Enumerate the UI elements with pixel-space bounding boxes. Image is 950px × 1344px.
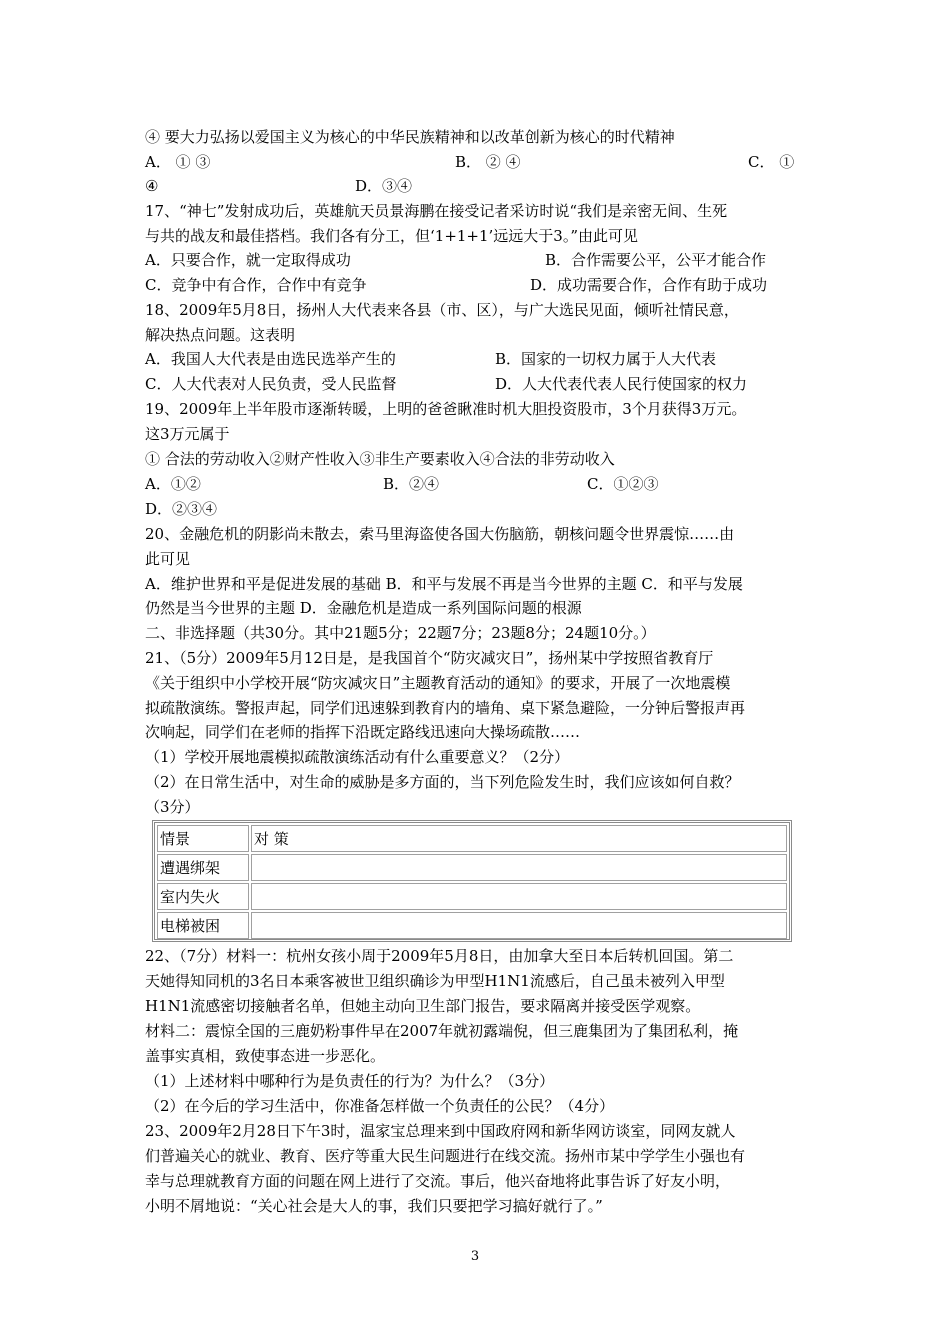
q19-option-b: B．②④ [383, 475, 440, 493]
q17-option-b: B．合作需要公平，公平才能合作 [545, 251, 767, 269]
table-cell-scenario: 室内失火 [157, 883, 249, 910]
q22-material-2-1: 材料二：震惊全国的三鹿奶粉事件早在2007年就初露端倪，但三鹿集团为了集团私利，掩 [145, 1022, 739, 1040]
q22-stem-3: H1N1流感密切接触者名单，但她主动向卫生部门报告，要求隔离并接受医学观察。 [145, 997, 701, 1015]
q21-sub-2-points: （3分） [145, 798, 200, 816]
q22-sub-1: （1）上述材料中哪种行为是负责任的行为？为什么？（3分） [145, 1072, 555, 1090]
q16-option-c-cont: ④ [145, 177, 159, 195]
q22-sub-2: （2）在今后的学习生活中，你准备怎样做一个负责任的公民？（4分） [145, 1097, 615, 1115]
q16-option-b: B． ② ④ [455, 153, 521, 171]
q17-stem-1: 17、“神七”发射成功后，英雄航天员景海鹏在接受记者采访时说“我们是亲密无间、生死 [145, 202, 728, 220]
q17-option-a: A．只要合作，就一定取得成功 [145, 251, 351, 269]
table-row [157, 883, 787, 910]
q23-stem-2: 们普遍关心的就业、教育、医疗等重大民生问题进行在线交流。扬州市某中学学生小强也有 [145, 1147, 746, 1165]
q18-stem-1: 18、2009年5月8日，扬州人大代表来各县（市、区），与广大选民见面，倾听社情民意， [145, 301, 739, 319]
table-row [157, 854, 787, 881]
q20-options-1: A．维护世界和平是促进发展的基础 B．和平与发展不再是当今世界的主题 C．和平与发展 [145, 575, 743, 593]
q20-stem-2: 此可见 [145, 550, 191, 568]
q19-option-a: A．①② [145, 475, 201, 493]
q17-option-d: D．成功需要合作，合作有助于成功 [530, 276, 768, 294]
page-number: 3 [470, 1249, 480, 1264]
q19-option-d: D．②③④ [145, 500, 218, 518]
q22-stem-2: 天她得知同机的3名日本乘客被世卫组织确诊为甲型H1N1流感后，自己虽未被列入甲型 [145, 972, 725, 990]
q22-stem-1: 22、（7分）材料一：杭州女孩小周于2009年5月8日，由加拿大至日本后转机回国。第二 [145, 947, 734, 965]
q20-stem-1: 20、金融危机的阴影尚未散去，索马里海盗使各国大伤脑筋，朝核问题令世界震惊……由 [145, 525, 735, 543]
q18-option-c: C．人大代表对人民负责，受人民监督 [145, 375, 397, 393]
q16-option-a: A． ① ③ [145, 153, 211, 171]
q18-option-d: D．人大代表代表人民行使国家的权力 [495, 375, 748, 393]
q18-stem-2: 解决热点问题。这表明 [145, 326, 296, 344]
table-cell-scenario: 电梯被困 [157, 912, 249, 939]
q16-option-c: C． ① [748, 153, 795, 171]
answer-table [152, 820, 792, 942]
q16-option-d: D．③④ [355, 177, 413, 195]
q22-material-2-2: 盖事实真相，致使事态进一步恶化。 [145, 1047, 386, 1065]
table-header-response: 对 策 [251, 825, 787, 852]
q23-stem-1: 23、2009年2月28日下午3时，温家宝总理来到中国政府网和新华网访谈室，同网友就人 [145, 1122, 736, 1140]
table-cell-answer[interactable] [251, 912, 787, 939]
q19-items: ① 合法的劳动收入②财产性收入③非生产要素收入④合法的非劳动收入 [145, 450, 615, 468]
table-cell-scenario: 遭遇绑架 [157, 854, 249, 881]
q17-option-c: C．竞争中有合作，合作中有竞争 [145, 276, 367, 294]
q21-stem-3: 拟疏散演练。警报声起，同学们迅速躲到教育内的墙角、桌下紧急避险，一分钟后警报声再 [145, 699, 746, 717]
q21-stem-4: 次响起，同学们在老师的指挥下沿既定路线迅速向大操场疏散…… [145, 723, 581, 741]
table-cell-answer[interactable] [251, 854, 787, 881]
q18-option-a: A．我国人大代表是由选民选举产生的 [145, 350, 396, 368]
table-row [157, 912, 787, 939]
q19-stem-1: 19、2009年上半年股市逐渐转暖，上明的爸爸瞅准时机大胆投资股市，3个月获得3万元。 [145, 400, 747, 418]
q21-sub-2: （2）在日常生活中，对生命的威胁是多方面的，当下列危险发生时，我们应该如何自救？ [145, 773, 740, 791]
q23-stem-3: 幸与总理就教育方面的问题在网上进行了交流。事后，他兴奋地将此事告诉了好友小明， [145, 1172, 731, 1190]
q19-stem-2: 这3万元属于 [145, 425, 230, 443]
table-header-scenario: 情景 [157, 825, 249, 852]
q21-sub-1: （1）学校开展地震模拟疏散演练活动有什么重要意义？（2分） [145, 748, 570, 766]
q18-option-b: B．国家的一切权力属于人大代表 [495, 350, 717, 368]
q16-item-4: ④ 要大力弘扬以爱国主义为核心的中华民族精神和以改革创新为核心的时代精神 [145, 128, 675, 146]
q21-stem-2: 《关于组织中小学校开展“防灾减灾日”主题教育活动的通知》的要求，开展了一次地震模 [145, 674, 731, 692]
q21-stem-1: 21、（5分）2009年5月12日是，是我国首个“防灾减灾日”，扬州某中学按照省教育厅 [145, 649, 714, 667]
section-heading: 二、非选择题（共30分。其中21题5分；22题7分；23题8分；24题10分。） [145, 624, 656, 642]
q17-stem-2: 与共的战友和最佳搭档。我们各有分工，但‘1+1+1’远远大于3。”由此可见 [145, 227, 639, 245]
q23-stem-4: 小明不屑地说：“关心社会是大人的事，我们只要把学习搞好就行了。” [145, 1197, 603, 1215]
q19-option-c: C．①②③ [587, 475, 659, 493]
table-cell-answer[interactable] [251, 883, 787, 910]
q20-options-2: 仍然是当今世界的主题 D．金融危机是造成一系列国际问题的根源 [145, 599, 582, 617]
